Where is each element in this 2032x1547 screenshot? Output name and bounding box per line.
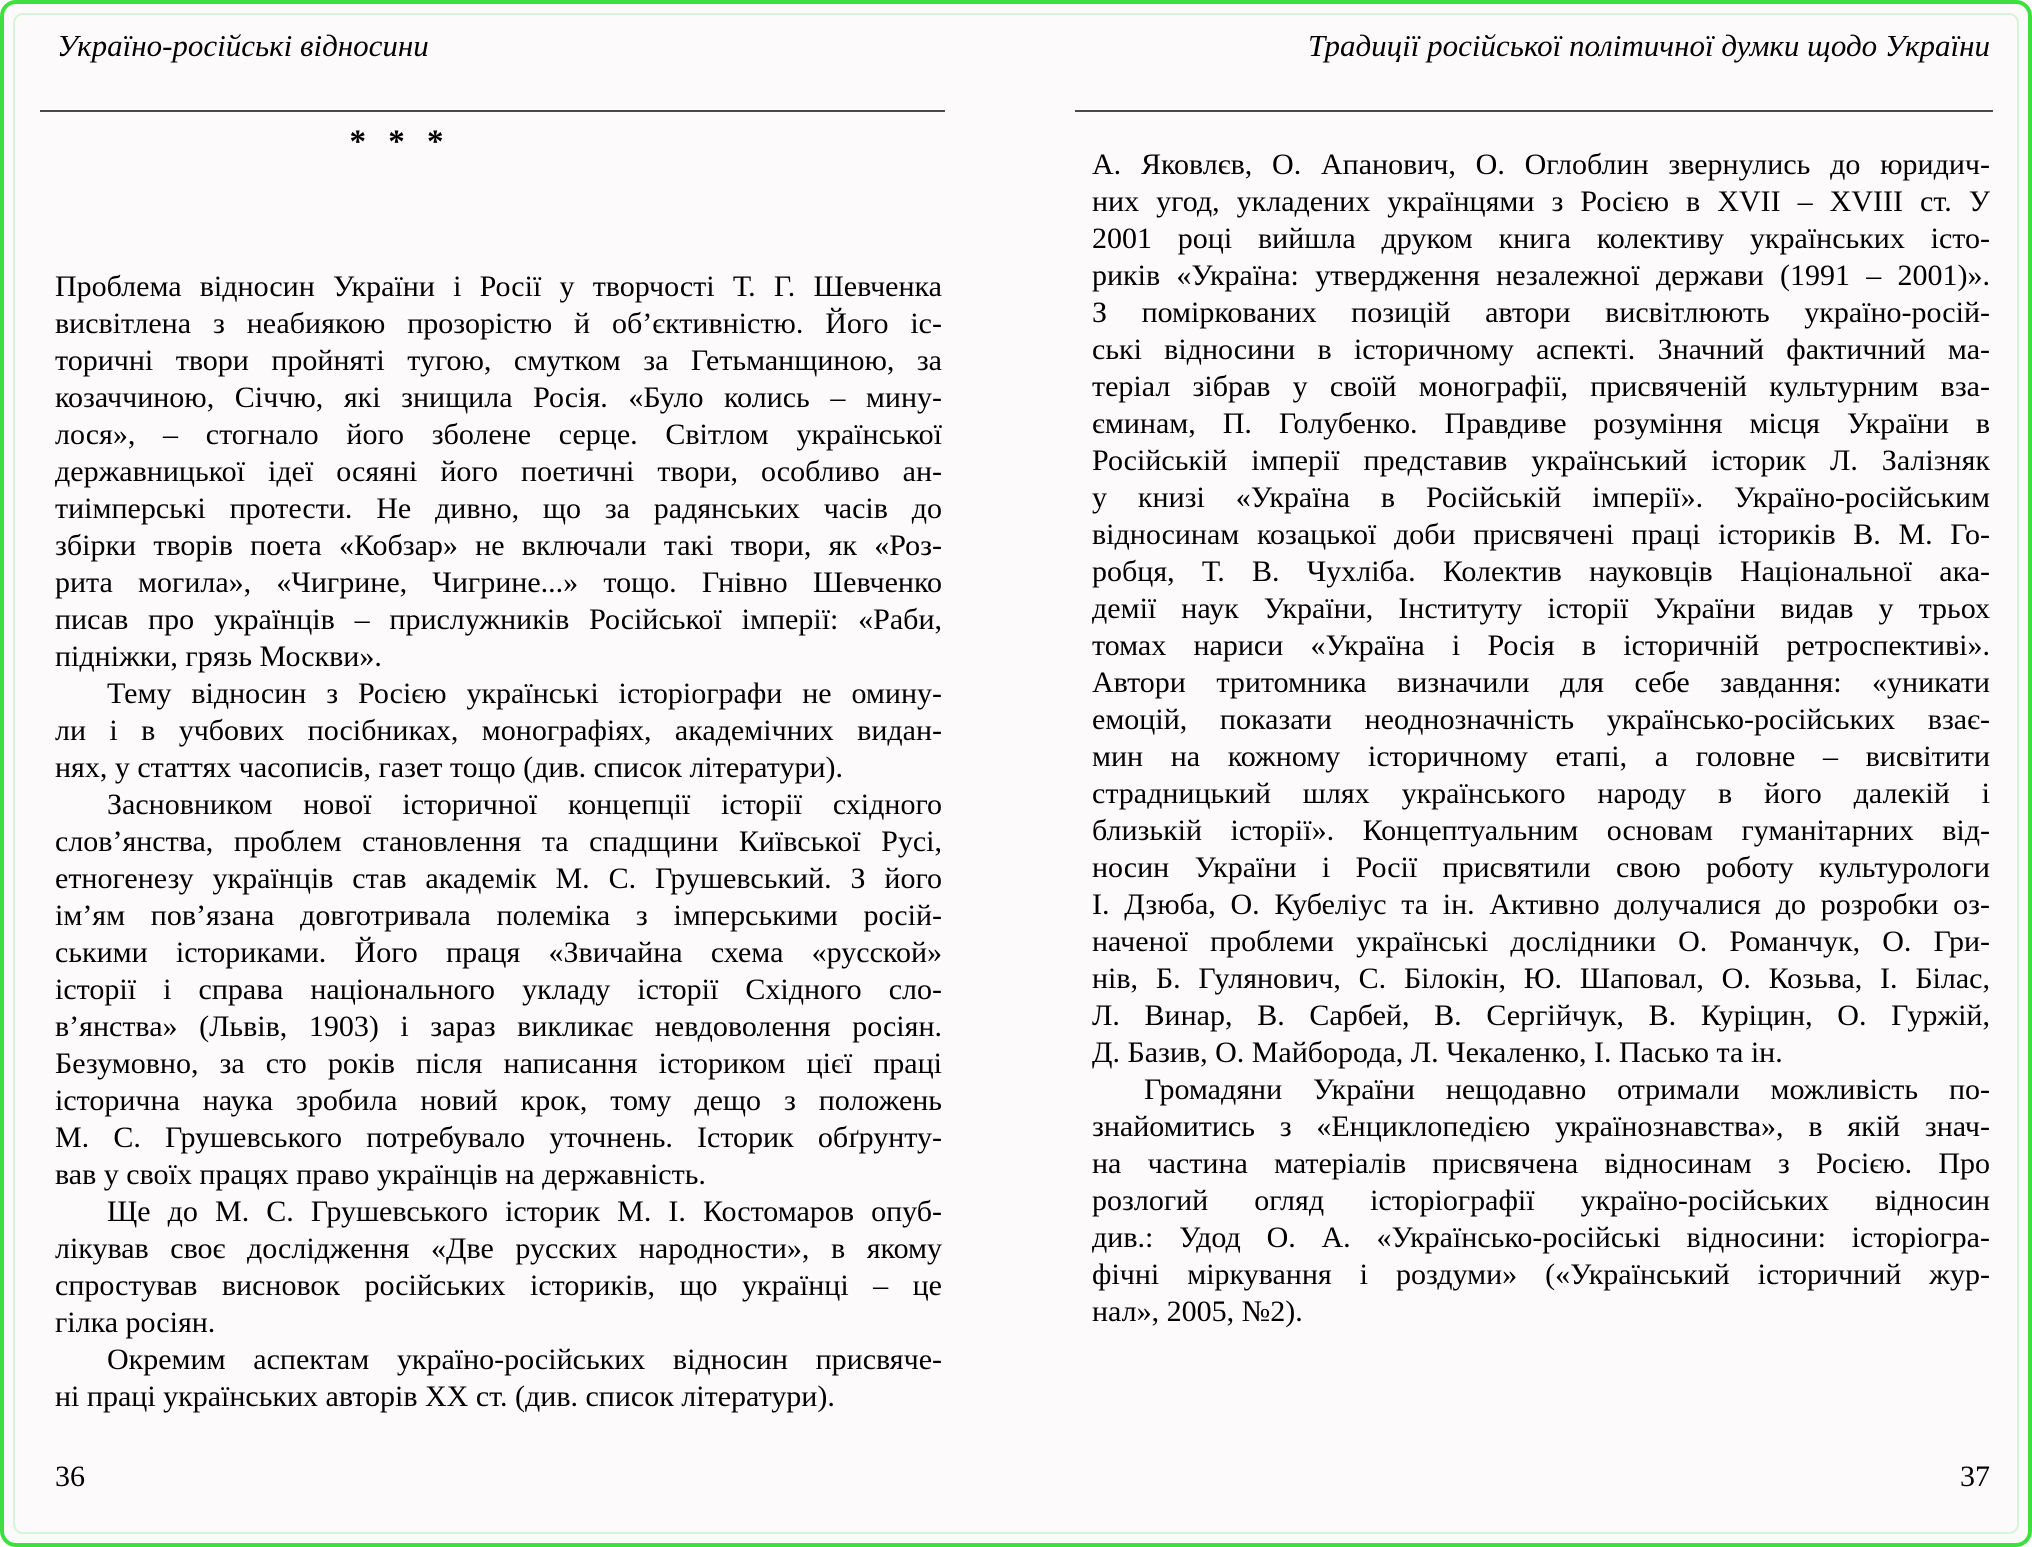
text-line: Д. Базив, О. Майборода, Л. Чекаленко, І. Пасько та ін. (1092, 1036, 1783, 1069)
text-line: Російській імперії представив український історик Л. Залізняк (1092, 444, 1990, 477)
text-line: історії і справа національного укладу історії Східного сло- (55, 973, 942, 1006)
text-line: фічні міркування і роздуми» («Український історичний жур- (1092, 1258, 1990, 1291)
text-line: див.: Удод О. А. «Українсько-російські відносини: історіогра- (1092, 1221, 1990, 1254)
text-line: етногенезу українців став академік М. С. Грушевський. З його (55, 862, 942, 895)
text-line: них угод, укладених українцями з Росією в XVII – XVIII ст. У (1092, 185, 1990, 218)
right-running-header: Традиції російської політичної думки щодо України (1308, 28, 1990, 63)
text-line: страдницький шлях українського народу в його далекій і (1092, 777, 1990, 810)
text-line: знайомитись з «Енциклопедією українознавства», в якій знач- (1092, 1110, 1990, 1143)
left-header-rule (40, 110, 945, 112)
text-line: ські відносини в історичному аспекті. Значний фактичний ма- (1092, 333, 1990, 366)
section-separator: * * * (349, 124, 451, 160)
text-line: рита могила», «Чигрине, Чигрине...» тощо. Гнівно Шевченко (55, 566, 942, 599)
right-header-rule (1075, 110, 1993, 112)
text-line: Проблема відносин України і Росії у творчості Т. Г. Шевченка (55, 270, 942, 303)
text-line: І. Дзюба, О. Кубеліус та ін. Активно долучалися до розробки оз- (1092, 888, 1990, 921)
text-line: лікував своє дослідження «Две русских народности», в якому (55, 1232, 942, 1265)
text-line: державницької ідеї осяяні його поетичні твори, особливо ан- (55, 455, 942, 488)
text-line: теріал зібрав у своїй монографії, присвяченій культурним вза- (1092, 370, 1990, 403)
text-line: слов’янства, проблем становлення та спадщини Київської Русі, (55, 825, 942, 858)
text-line: розлогий огляд історіографії україно-російських відносин (1092, 1184, 1990, 1217)
text-line: Засновником нової історичної концепції історії східного (107, 788, 942, 821)
text-line: ні праці українських авторів ХХ ст. (див. список літератури). (55, 1380, 835, 1413)
text-line: близькій історії». Концептуальним основам гуманітарних від- (1092, 814, 1990, 847)
text-line: емоцій, показати неоднозначність українсько-російських взає- (1092, 703, 1990, 736)
text-line: Громадяни України нещодавно отримали можливість по- (1144, 1073, 1990, 1106)
text-line: писав про українців – прислужників Російської імперії: «Раби, (55, 603, 942, 636)
text-line: в’янства» (Львів, 1903) і зараз викликає невдоволення росіян. (55, 1010, 942, 1043)
text-line: підніжки, грязь Москви». (55, 640, 382, 673)
text-line: єминам, П. Голубенко. Правдиве розуміння місця України в (1092, 407, 1990, 440)
text-line: Безумовно, за сто років після написання істориком цієї праці (55, 1047, 942, 1080)
text-line: вав у своїх працях право українців на державність. (55, 1158, 706, 1191)
text-line: М. С. Грушевського потребувало уточнень. Історик обґрунту- (55, 1121, 942, 1154)
text-line: ім’ям пов’язана довготривала полеміка з імперськими росій- (55, 899, 942, 932)
text-line: ськими істориками. Його праця «Звичайна схема «русской» (55, 936, 942, 969)
text-line: Тему відносин з Росією українські історіографи не омину- (107, 677, 942, 710)
text-line: наченої проблеми українські дослідники О. Романчук, О. Гри- (1092, 925, 1990, 958)
text-line: у книзі «Україна в Російській імперії». Україно-російським (1092, 481, 1990, 514)
text-line: риків «Україна: утвердження незалежної держави (1991 – 2001)». (1092, 259, 1990, 292)
text-line: носин України і Росії присвятили свою роботу культурологи (1092, 851, 1990, 884)
text-line: висвітлена з неабиякою прозорістю й об’єктивністю. Його іс- (55, 307, 942, 340)
text-line: робця, Т. В. Чухліба. Колектив науковців Національної ака- (1092, 555, 1990, 588)
text-line: відносинам козацької доби присвячені праці істориків В. М. Го- (1092, 518, 1990, 551)
text-line: Окремим аспектам україно-російських відносин присвяче- (107, 1343, 942, 1376)
text-line: нал», 2005, №2). (1092, 1295, 1303, 1328)
left-page-body-text (55, 268, 942, 1415)
right-page-body-text (1092, 146, 1990, 1330)
text-line: тиімперські протести. Не дивно, що за радянських часів до (55, 492, 942, 525)
text-line: нів, Б. Гулянович, С. Білокін, Ю. Шаповал, О. Козьва, І. Білас, (1092, 962, 1990, 995)
text-line: на частина матеріалів присвячена відносинам з Росією. Про (1092, 1147, 1990, 1180)
text-line: томах нариси «Україна і Росія в історичній ретроспективі». (1092, 629, 1990, 662)
text-line: ли і в учбових посібниках, монографіях, академічних видан- (55, 714, 942, 747)
left-page-number: 36 (55, 1460, 85, 1493)
text-line: спростував висновок російських істориків, що українці – це (55, 1269, 942, 1302)
text-line: Ще до М. С. Грушевського історик М. І. Костомаров опуб- (107, 1195, 942, 1228)
text-line: козаччиною, Січчю, які знищила Росія. «Було колись – мину- (55, 381, 942, 414)
text-line: 2001 році вийшла друком книга колективу українських істо- (1092, 222, 1990, 255)
text-line: демії наук України, Інституту історії України видав у трьох (1092, 592, 1990, 625)
text-line: лося», – стогнало його зболене серце. Світлом української (55, 418, 942, 451)
text-line: гілка росіян. (55, 1306, 216, 1339)
text-line: Л. Винар, В. Сарбей, В. Сергійчук, В. Куріцин, О. Гуржій, (1092, 999, 1990, 1032)
text-line: А. Яковлєв, О. Апанович, О. Оглоблин звернулись до юридич- (1092, 148, 1990, 181)
text-line: З поміркованих позицій автори висвітлюють україно-росій- (1092, 296, 1990, 329)
text-line: торичні твори пройняті тугою, смутком за Гетьманщиною, за (55, 344, 942, 377)
right-page-number: 37 (1960, 1460, 1990, 1493)
text-line: Автори тритомника визначили для себе завдання: «уникати (1092, 666, 1990, 699)
text-line: історична наука зробила новий крок, тому дещо з положень (55, 1084, 942, 1117)
text-line: збірки творів поета «Кобзар» не включали такі твори, як «Роз- (55, 529, 942, 562)
text-line: мин на кожному історичному етапі, а головне – висвітити (1092, 740, 1990, 773)
text-line: нях, у статтях часописів, газет тощо (див. список літератури). (55, 751, 843, 784)
left-running-header: Україно-російські відносини (57, 28, 429, 63)
